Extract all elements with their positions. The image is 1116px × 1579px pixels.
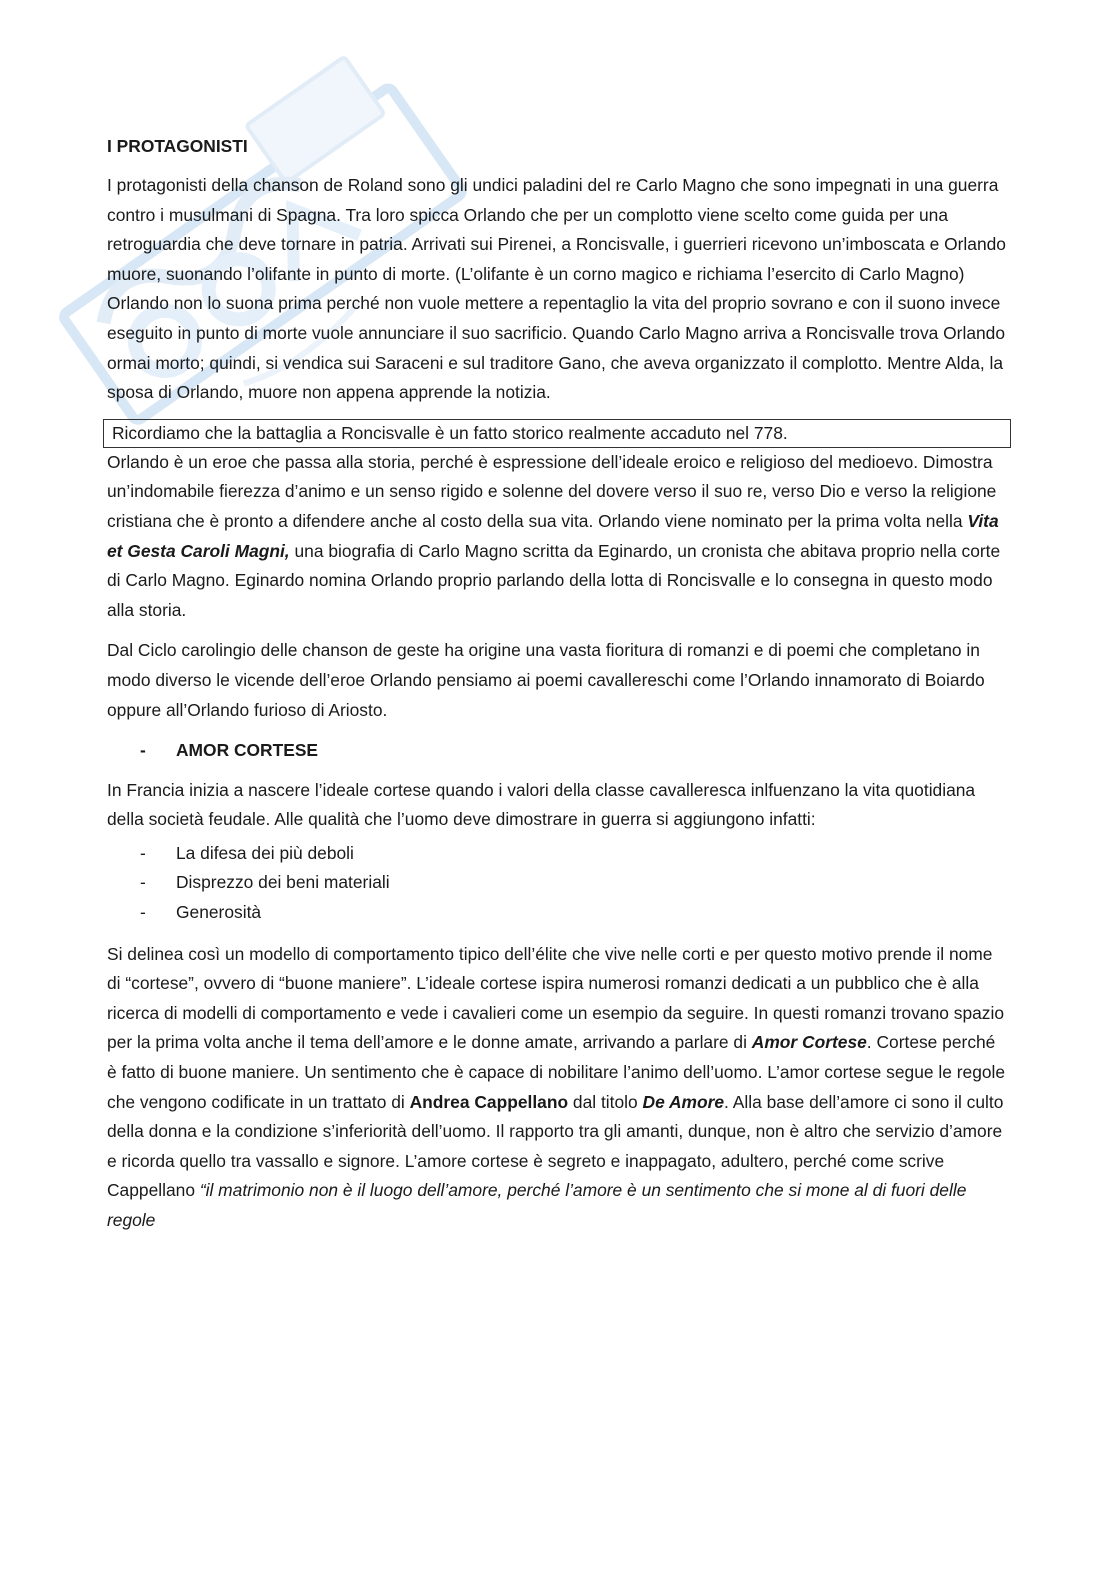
term-amor-cortese: Amor Cortese — [751, 1032, 867, 1053]
paragraph-modello-comportamento — [107, 940, 1007, 1236]
paragraph-protagonisti: I protagonisti della chanson de Roland sono gli undici paladini del re Carlo Magno che sono impegnati in una guerra contro i musulmani di Spagna. Tra loro spicca Orlando che per un complotto viene scelto come guida per una retroguardia che deve tornare in patria. Arrivati sui Pirenei, a Roncisvalle, i guerrieri ricevono un’imboscata e Orlando muore, suonando l’olifante in punto di morte. (L’olifante è un corno magico e richiama l’esercito di Carlo Magno) Orlando non lo suona prima perché non vuole mettere a repentaglio la vita del proprio sovrano e con il suono invece eseguito in punto di morte vuole annunciare il suo sacrificio. Quando Carlo Magno arriva a Roncisvalle trova Orlando ormai morto; quindi, si vendica sui Saraceni e sul traditore Gano, che aveva organizzato il complotto. Mentre Alda, la sposa di Orlando, muore non appena apprende la notizia. — [107, 175, 1006, 403]
section-heading-amor-cortese — [107, 736, 1007, 766]
text-segment: dal titolo — [568, 1091, 643, 1112]
quotation-cappellano: “il matrimonio non è il luogo dell’amore, perché l’amore è un sentimento che si mone al di fuori delle regole — [107, 1180, 967, 1230]
dash-marker: - — [140, 872, 146, 893]
list-item — [107, 839, 1007, 869]
paragraph-ideale-cortese: In Francia inizia a nascere l’ideale cortese quando i valori della classe cavalleresca inlfuenzano la vita quotidiana della società feudale. Alle qualità che l’uomo deve dimostrare in guerra si aggiungono infatti: — [107, 779, 976, 830]
paragraph-orlando-eroe — [107, 448, 1007, 626]
work-title-vita-et-gesta: Vita et Gesta Caroli Magni, — [107, 510, 999, 561]
paragraph-orlando-text-1: Orlando è un eroe che passa alla storia, perché è espressione dell’ideale eroico e religioso del medioevo. Dimostra un’indomabile fierezza d’animo e un senso rigido e solenne del dovere verso il suo re, verso Dio e verso la religione cristiana che è pronto a difendere anche al costo della sua vita. Orlando viene nominato per la prima volta nella — [107, 451, 997, 531]
list-item-text: La difesa dei più deboli — [176, 842, 354, 863]
work-title-de-amore: De Amore — [642, 1091, 725, 1112]
list-item — [107, 868, 1007, 898]
section-heading-protagonisti: I PROTAGONISTI — [107, 136, 248, 156]
paragraph-orlando-text-2: una biografia di Carlo Magno scritta da Eginardo, un cronista che abitava proprio nella corte di Carlo Magno. Eginardo nomina Orlando proprio parlando della lotta di Roncisvalle e lo consegna in questo modo alla storia. — [107, 540, 1001, 620]
document-page — [107, 133, 1007, 1236]
text-segment: Si delinea così un modello di comportamento tipico dell’élite che vive nelle corti e per questo motivo prende il nome di “cortese”, ovvero di “buone maniere”. L’ideale cortese ispira numerosi romanzi dedicati a un pubblico che è alla ricerca di modelli di comportamento e vede i cavalieri come un esempio da seguire. In questi romanzi trovano spazio per la prima volta anche il tema dell’amore e le donne amate, arrivando a parlare di — [107, 943, 1005, 1053]
author-andrea-cappellano: Andrea Cappellano — [409, 1091, 569, 1112]
list-item-text: Generosità — [176, 902, 262, 923]
paragraph-ciclo-carolingio: Dal Ciclo carolingio delle chanson de geste ha origine una vasta fioritura di romanzi e di poemi che completano in modo diverso le vicende dell’eroe Orlando pensiamo ai poemi cavallereschi come l’Orlando innamorato di Boiardo oppure all’Orlando furioso di Ariosto. — [107, 640, 985, 720]
list-item-text: Disprezzo dei beni materiali — [176, 872, 390, 893]
qualities-list — [107, 839, 1007, 928]
text-segment: . Alla base dell’amore ci sono il culto della donna e la condizione s’inferiorità dell’uomo. Il rapporto tra gli amanti, dunque, non è altro che servizio d’amore e ricorda quello tra vassallo e signore. L’amore cortese è segreto e inappagato, adultero, perché come scrive Cappellano — [107, 1091, 1004, 1201]
section-title: AMOR CORTESE — [176, 740, 319, 761]
boxed-note: Ricordiamo che la battaglia a Roncisvalle è un fatto storico realmente accaduto nel 778. — [103, 419, 1011, 448]
list-item — [107, 898, 1007, 928]
text-segment: . Cortese perché è fatto di buone maniere. Un sentimento che è capace di nobilitare l’animo dell’uomo. L’amor cortese segue le regole che vengono codificate in un trattato di — [107, 1032, 1006, 1112]
dash-marker: - — [140, 902, 146, 923]
dash-marker: - — [140, 740, 146, 761]
dash-marker: - — [140, 842, 146, 863]
